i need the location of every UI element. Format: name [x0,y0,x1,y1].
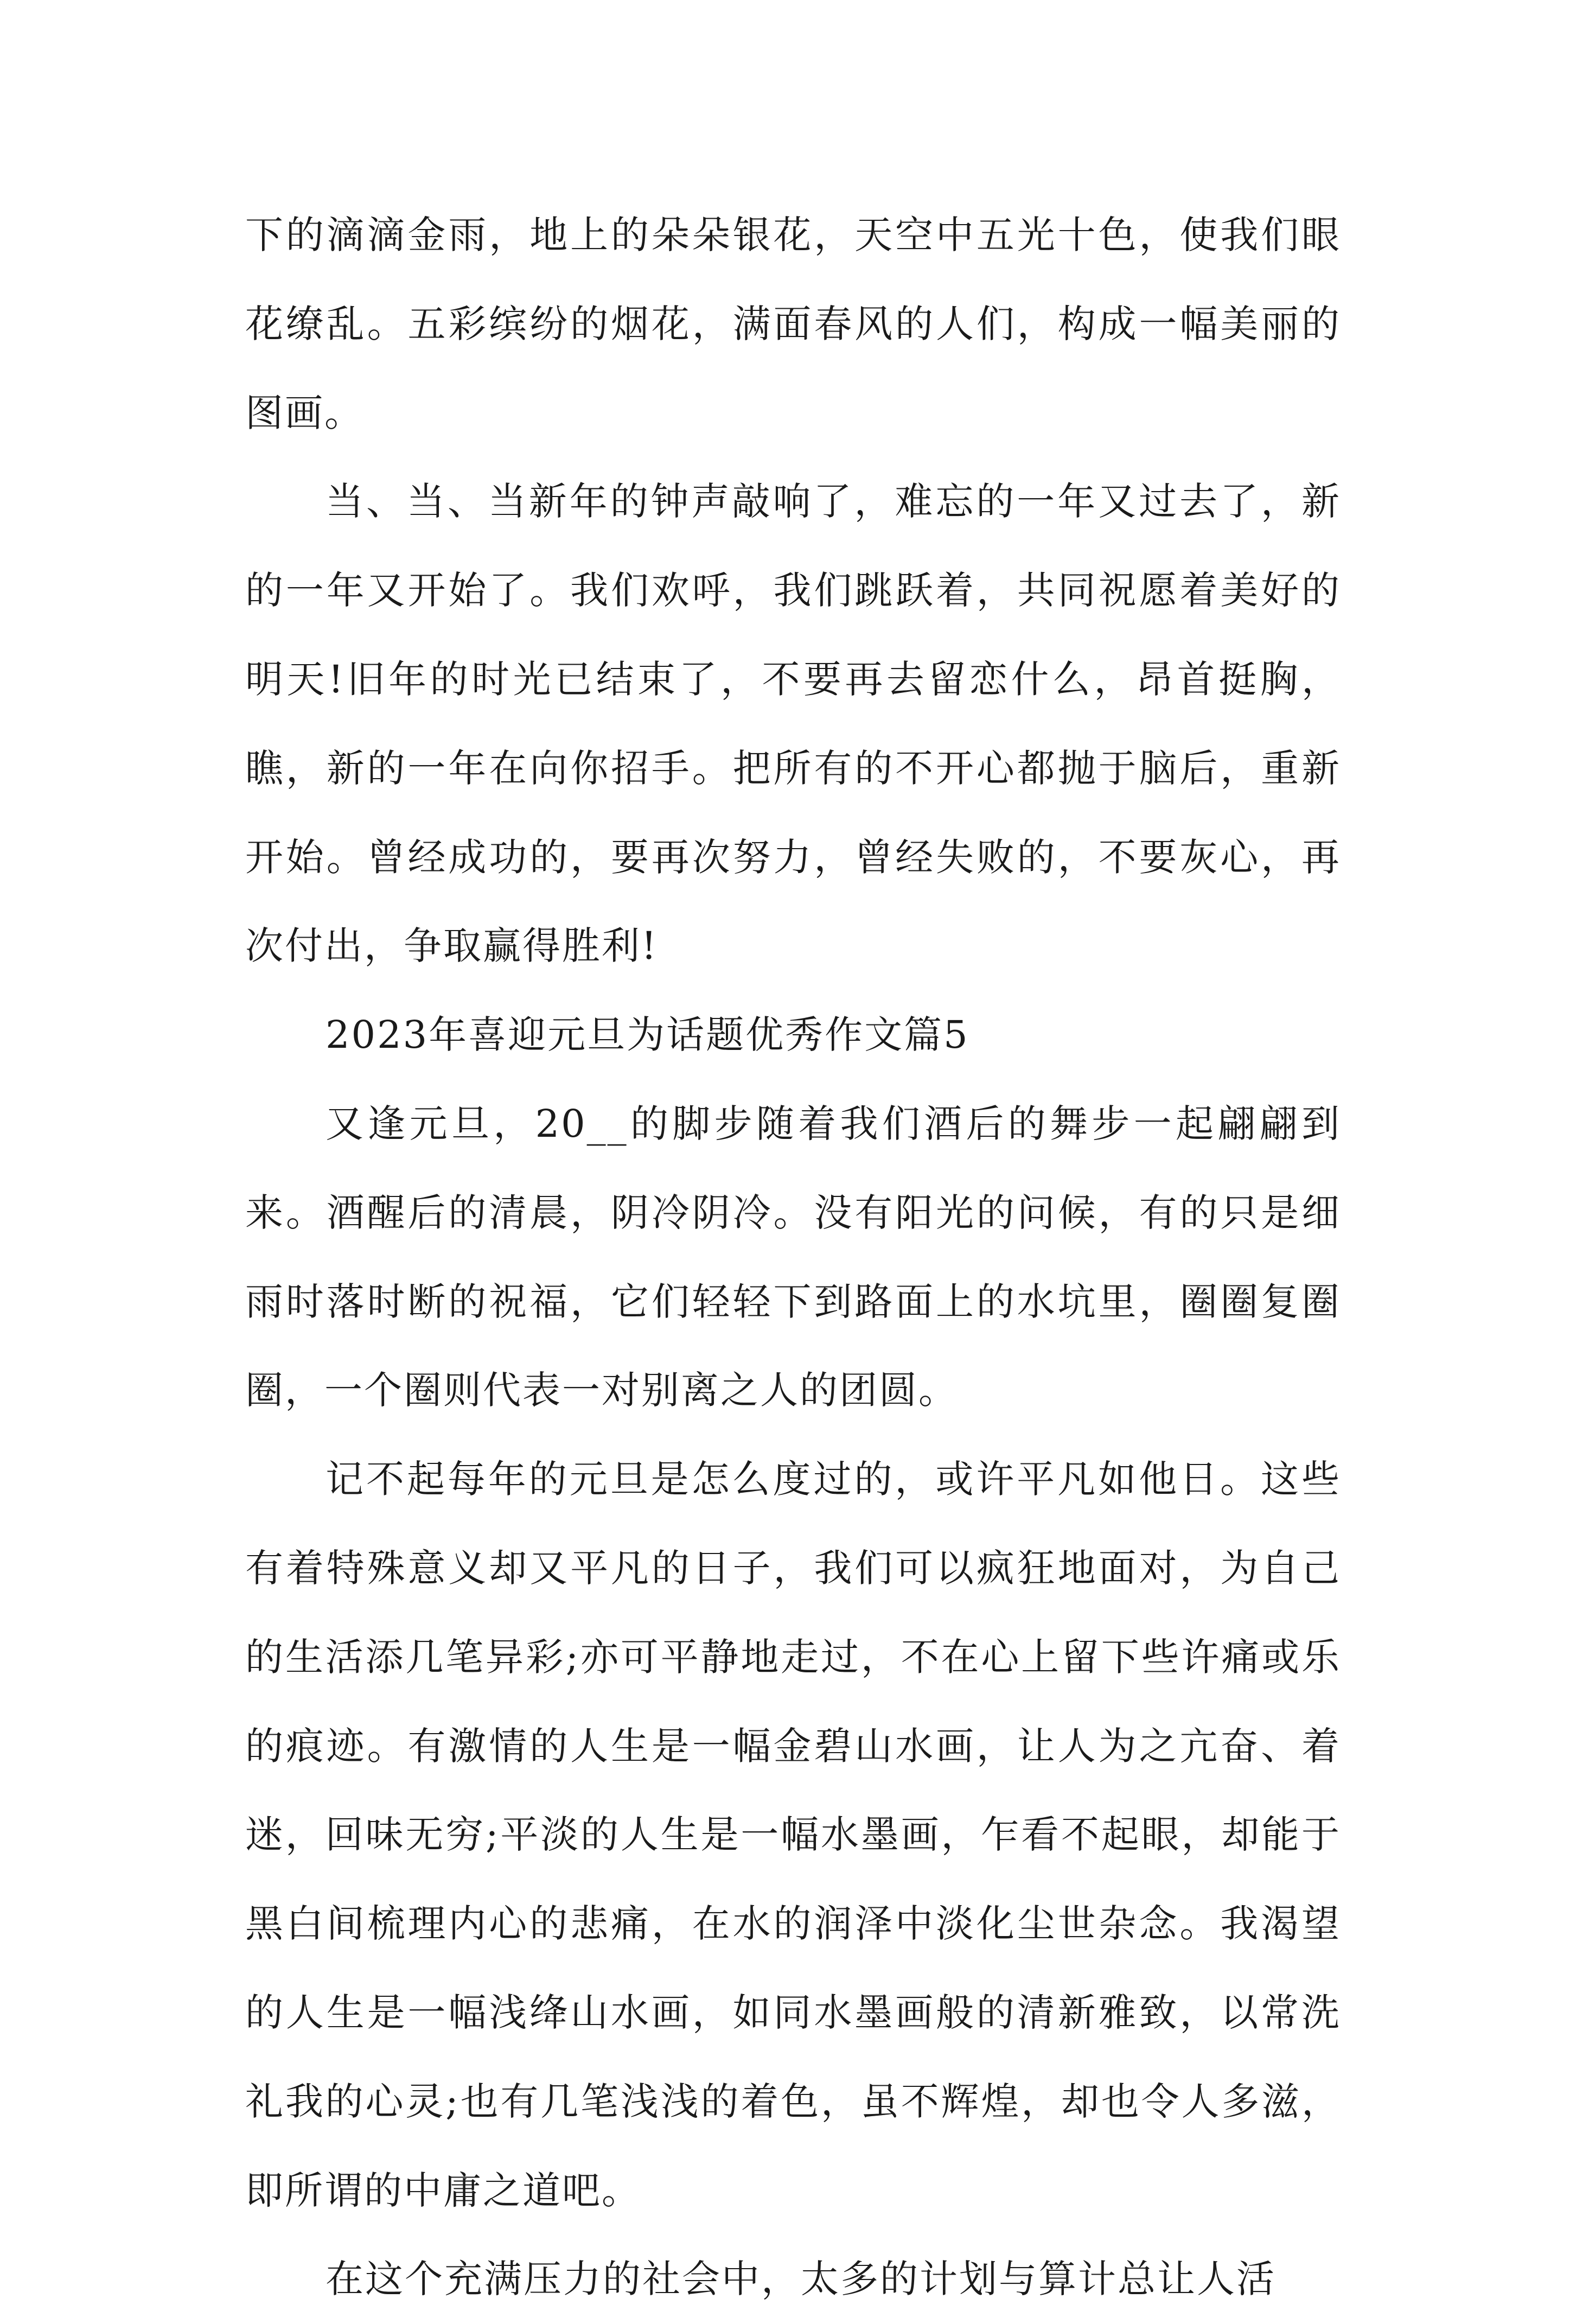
paragraph-life-paintings: 记不起每年的元旦是怎么度过的，或许平凡如他日。这些有着特殊意义却又平凡的日子，我们可以疯狂地面对，为自己的生活添几笔异彩;亦可平静地走过，不在心上留下些许痛或乐的痕迹。有激情的人生是一幅金碧山水画，让人为之亢奋、着迷，回味无穷;平淡的人生是一幅水墨画，乍看不起眼，却能于黑白间梳理内心的悲痛，在水的润泽中淡化尘世杂念。我渴望的人生是一幅浅绛山水画，如同水墨画般的清新雅致，以常洗礼我的心灵;也有几笔浅浅的着色，虽不辉煌，却也令人多滋，即所谓的中庸之道吧。 [245,1457,1341,2213]
paragraph-new-year-bell: 当、当、当新年的钟声敲响了，难忘的一年又过去了，新的一年又开始了。我们欢呼，我们跳跃着，共同祝愿着美好的明天!旧年的时光已结束了，不要再去留恋什么，昂首挺胸，瞧，新的一年在向你招手。把所有的不开心都抛于脑后，重新开始。曾经成功的，要再次努力，曾经失败的，不要灰心，再次付出，争取赢得胜利! [245,479,1341,969]
paragraph-new-year-arrives: 又逢元旦，20__的脚步随着我们酒后的舞步一起翩翩到来。酒醒后的清晨，阴冷阴冷。没有阳光的问候，有的只是细雨时落时断的祝福，它们轻轻下到路面上的水坑里，圈圈复圈圈，一个圈则代表一对别离之人的团圆。 [245,1101,1341,1413]
paragraph-pressure-society: 在这个充满压力的社会中，太多的计划与算计总让人活 [326,2257,1276,2302]
paragraph-fireworks: 下的滴滴金雨，地上的朵朵银花，天空中五光十色，使我们眼花缭乱。五彩缤纷的烟花，满面春风的人们，构成一幅美丽的图画。 [245,213,1341,435]
document-body [245,191,1341,2324]
essay-heading: 2023年喜迎元旦为话题优秀作文篇5 [326,1013,969,1058]
